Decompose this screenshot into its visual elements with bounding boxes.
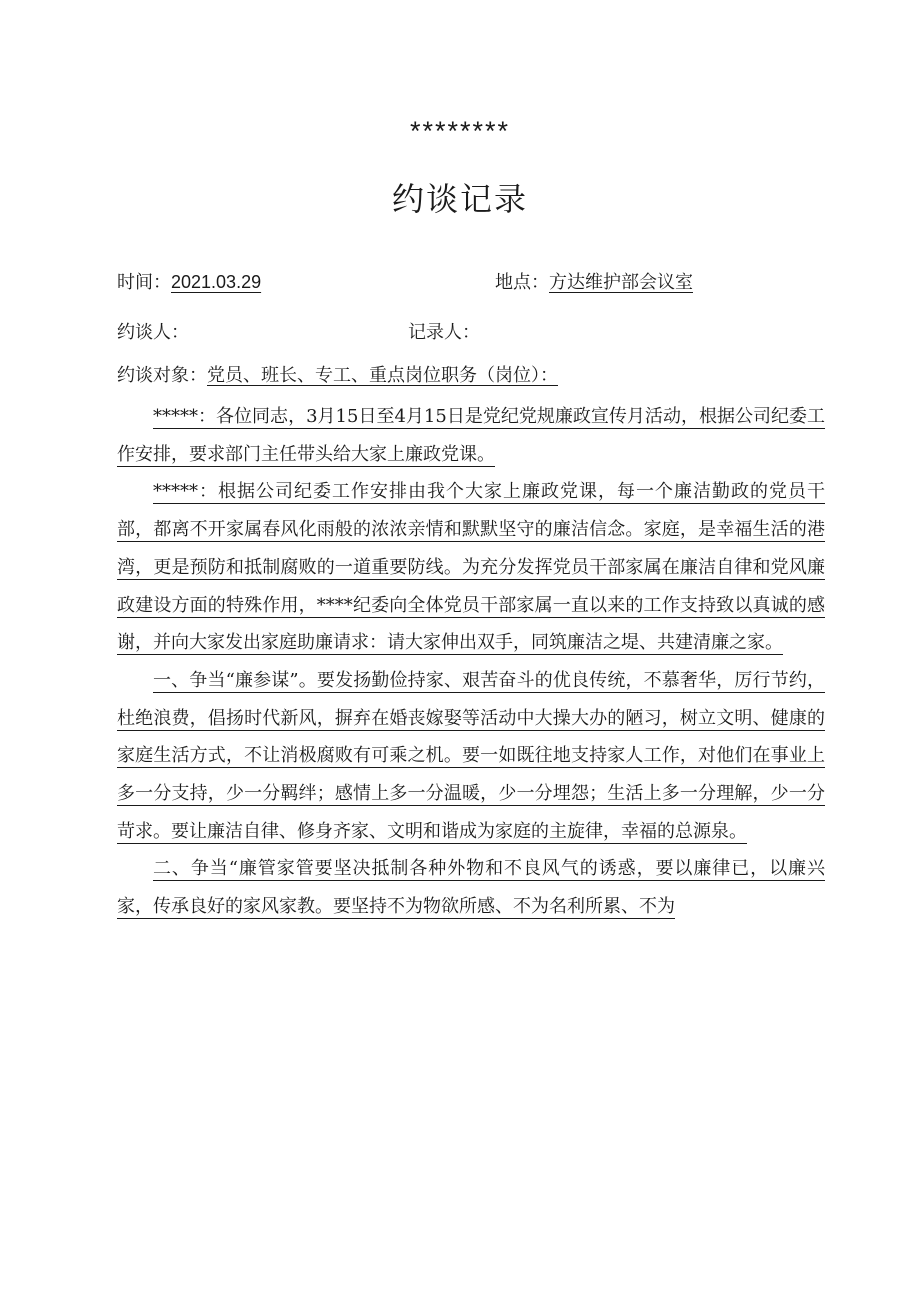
document-title: 约谈记录 bbox=[391, 180, 528, 218]
record-body bbox=[117, 398, 825, 926]
time-label: 时间： bbox=[117, 272, 171, 293]
interviewer-label: 约谈人： bbox=[117, 322, 189, 343]
recorder-label: 记录人： bbox=[408, 322, 480, 343]
subject-value: 党员、班长、专工、重点岗位职务（岗位）： bbox=[207, 365, 558, 386]
time-value: 2021.03.29 bbox=[171, 272, 262, 292]
paragraph-text: 根据公司纪委工作安排由我个大家上廉政党课，每一个廉洁勤政的党员干部，都离不开家属春风化雨般的浓浓亲情和默默坚守的廉洁信念。家庭，是幸福生活的港湾，更是预防和抵制腐败的一道重要防线。为充分发挥党员干部家属在廉洁自律和党风廉政建设方面的特殊作用，****纪委向全体党员干部家属一直以来的工作支持致以真诚的感谢，并向大家发出家庭助廉请求：请大家伸出双手，同筑廉洁之堤、共建清廉之家。 bbox=[117, 481, 825, 654]
organization-name: ******** bbox=[409, 116, 511, 146]
place-label: 地点： bbox=[495, 272, 549, 293]
paragraph-text: 各位同志，3月15日至4月15日是党纪党规廉政宣传月活动，根据公司纪委工作安排，要求部门主任带头给大家上廉政党课。 bbox=[117, 406, 826, 465]
paragraph-text: 一、争当“廉参谋”。要发扬勤俭持家、艰苦奋斗的优良传统，不慕奢华，厉行节约，杜绝浪费，倡扬时代新风，摒弃在婚丧嫁娶等活动中大操大办的陋习，树立文明、健康的家庭生活方式，不让消极腐败有可乘之机。要一如既往地支持家人工作，对他们在事业上多一分支持，少一分羁绊；感情上多一分温暖，少一分埋怨；生活上多一分理解，少一分苛求。要让廉洁自律、修身齐家、文明和谐成为家庭的主旋律，幸福的总源泉。 bbox=[117, 669, 825, 842]
place-row bbox=[495, 268, 693, 294]
paragraph-1 bbox=[117, 398, 825, 473]
interviewer-row bbox=[117, 318, 189, 344]
paragraph-text: 二、争当“廉管家管要坚决抵制各种外物和不良风气的诱惑，要以廉律已，以廉兴家，传承良好的家风家教。要坚持不为物欲所感、不为名利所累、不为 bbox=[117, 858, 825, 918]
place-value: 方达维护部会议室 bbox=[549, 272, 693, 293]
time-row bbox=[117, 268, 261, 294]
paragraph-4 bbox=[117, 850, 825, 925]
speaker-name: *****： bbox=[153, 481, 218, 503]
subject-row bbox=[117, 361, 558, 387]
speaker-name: *****： bbox=[153, 406, 217, 427]
paragraph-3 bbox=[117, 662, 825, 851]
paragraph-2 bbox=[117, 473, 825, 662]
subject-label: 约谈对象： bbox=[117, 365, 207, 386]
recorder-row bbox=[408, 318, 480, 344]
